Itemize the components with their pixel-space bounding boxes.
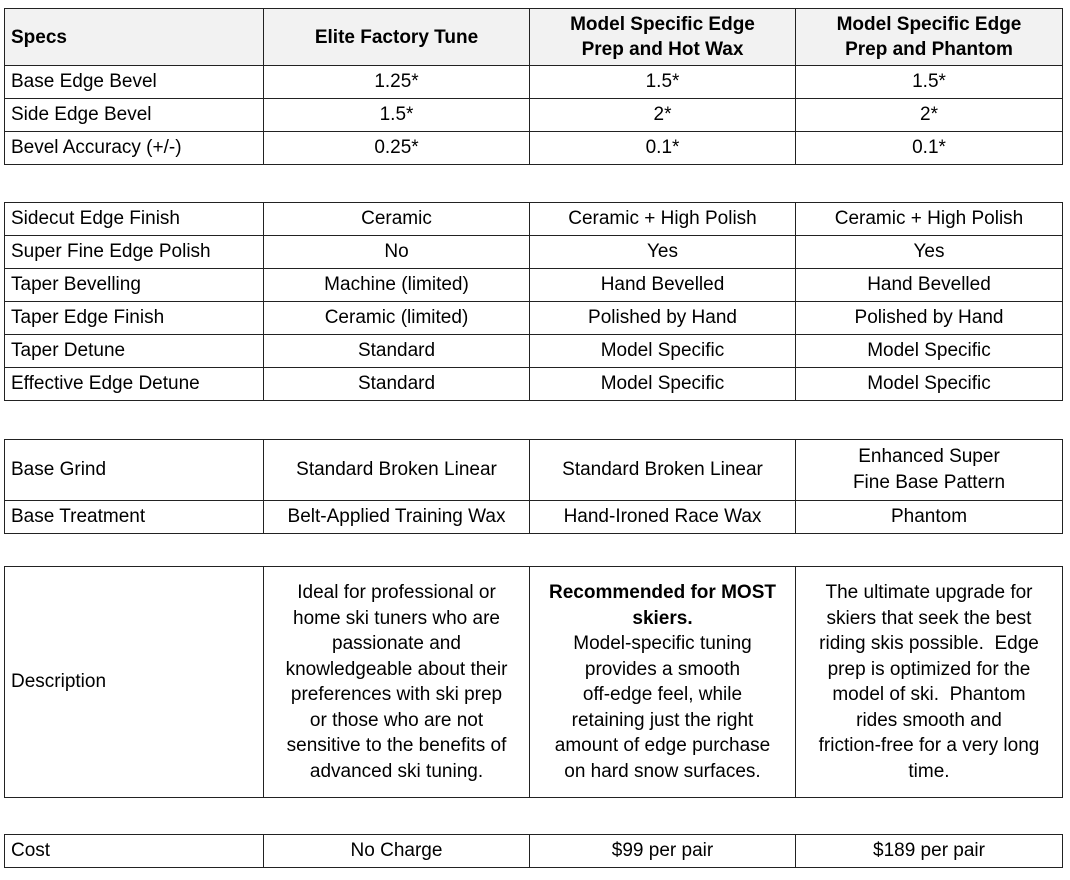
- cell-elite: Standard: [264, 335, 530, 368]
- cell-phantom: Model Specific: [796, 335, 1063, 368]
- cell-phantom-line-2: Fine Base Pattern: [852, 472, 1006, 493]
- table-row: [5, 302, 1063, 335]
- cell-hot-wax: Hand-Ironed Race Wax: [530, 501, 796, 534]
- row-label: Cost: [5, 835, 264, 868]
- description-line: or those who are not: [309, 709, 484, 731]
- recommendation-line: Recommended for MOST: [549, 582, 776, 603]
- description-elite: [264, 567, 530, 798]
- cell-hot-wax: Model Specific: [530, 368, 796, 401]
- table-row: [5, 99, 1063, 132]
- row-label: Base Grind: [5, 440, 264, 501]
- description-line: provides a smooth: [584, 658, 741, 680]
- table-row: [5, 501, 1063, 534]
- description-line: retaining just the right: [571, 709, 754, 731]
- hot-wax-header-line-1: Model Specific Edge: [570, 14, 755, 35]
- description-line: sensitive to the benefits of: [286, 735, 507, 756]
- table-row: [5, 236, 1063, 269]
- spec-table: [4, 8, 1063, 165]
- table-row: [5, 335, 1063, 368]
- cell-phantom: Polished by Hand: [796, 302, 1063, 335]
- description-line: home ski tuners who are: [293, 607, 500, 629]
- cell-phantom: 1.5*: [796, 66, 1063, 99]
- description-line: Model-specific tuning: [573, 633, 752, 654]
- cell-elite: Standard: [264, 368, 530, 401]
- table-row: [5, 368, 1063, 401]
- cell-phantom: Yes: [796, 236, 1063, 269]
- cell-phantom: 2*: [796, 99, 1063, 132]
- description-line: rides smooth and: [856, 709, 1002, 731]
- cell-elite: Belt-Applied Training Wax: [264, 501, 530, 534]
- cell-hot-wax: Hand Bevelled: [530, 269, 796, 302]
- cell-elite: Machine (limited): [264, 269, 530, 302]
- description-line: Ideal for professional or: [297, 582, 496, 603]
- table-row: [5, 66, 1063, 99]
- description-line: friction-free for a very long: [818, 735, 1040, 756]
- row-label: Taper Detune: [5, 335, 264, 368]
- phantom-header-line-2: Prep and Phantom: [845, 39, 1013, 60]
- row-label: Bevel Accuracy (+/-): [5, 132, 264, 165]
- description-phantom: [796, 567, 1063, 798]
- table-row: [5, 203, 1063, 236]
- description-line: riding skis possible. Edge: [819, 633, 1039, 654]
- cell-phantom: 0.1*: [796, 132, 1063, 165]
- specs-header: Specs: [5, 9, 264, 66]
- description-line: skiers that seek the best: [826, 607, 1032, 629]
- cell-hot-wax: Standard Broken Linear: [530, 440, 796, 501]
- cell-phantom-line-1: Enhanced Super: [858, 446, 1000, 467]
- table-row: [5, 269, 1063, 302]
- row-label: Effective Edge Detune: [5, 368, 264, 401]
- table-row: [5, 567, 1063, 798]
- row-label: Side Edge Bevel: [5, 99, 264, 132]
- row-label: Super Fine Edge Polish: [5, 236, 264, 269]
- cell-elite: 0.25*: [264, 132, 530, 165]
- spec-header-row: [5, 9, 1063, 66]
- cost-elite: No Charge: [264, 835, 530, 868]
- cell-hot-wax: 1.5*: [530, 66, 796, 99]
- description-line: advanced ski tuning.: [309, 760, 484, 782]
- description-line: time.: [908, 760, 950, 782]
- cell-elite: Ceramic: [264, 203, 530, 236]
- cell-phantom: Hand Bevelled: [796, 269, 1063, 302]
- cost-phantom: $189 per pair: [796, 835, 1063, 868]
- phantom-header-line-1: Model Specific Edge: [836, 14, 1022, 35]
- description-hot-wax: [530, 567, 796, 798]
- description-line: The ultimate upgrade for: [825, 582, 1033, 603]
- cell-elite: 1.25*: [264, 66, 530, 99]
- description-line: passionate and: [332, 633, 461, 654]
- description-line: off-edge feel, while: [582, 684, 743, 705]
- cell-hot-wax: 2*: [530, 99, 796, 132]
- cell-hot-wax: Ceramic + High Polish: [530, 203, 796, 236]
- hot-wax-header-line-2: Prep and Hot Wax: [581, 39, 744, 60]
- hot-wax-header: [530, 9, 796, 66]
- cell-hot-wax: Polished by Hand: [530, 302, 796, 335]
- cell-elite: Standard Broken Linear: [264, 440, 530, 501]
- cost-hot-wax: $99 per pair: [530, 835, 796, 868]
- cell-phantom: Ceramic + High Polish: [796, 203, 1063, 236]
- description-line: prep is optimized for the: [827, 658, 1031, 680]
- description-line: on hard snow surfaces.: [564, 760, 761, 782]
- cell-phantom: [796, 440, 1063, 501]
- cell-hot-wax: Yes: [530, 236, 796, 269]
- description-line: amount of edge purchase: [554, 735, 771, 756]
- cell-phantom: Model Specific: [796, 368, 1063, 401]
- cell-hot-wax: 0.1*: [530, 132, 796, 165]
- description-table: [4, 566, 1063, 798]
- table-row: [5, 440, 1063, 501]
- cost-table: [4, 834, 1063, 868]
- row-label: Description: [5, 567, 264, 798]
- base-table: [4, 439, 1063, 534]
- cell-elite: Ceramic (limited): [264, 302, 530, 335]
- table-row: [5, 835, 1063, 868]
- edge-table: [4, 202, 1063, 401]
- elite-factory-tune-header: Elite Factory Tune: [264, 9, 530, 66]
- cell-elite: 1.5*: [264, 99, 530, 132]
- cell-hot-wax: Model Specific: [530, 335, 796, 368]
- description-line: knowledgeable about their: [285, 658, 508, 680]
- description-line: model of ski. Phantom: [832, 684, 1026, 705]
- row-label: Taper Bevelling: [5, 269, 264, 302]
- recommendation-line: skiers.: [632, 607, 693, 629]
- row-label: Sidecut Edge Finish: [5, 203, 264, 236]
- row-label: Taper Edge Finish: [5, 302, 264, 335]
- row-label: Base Edge Bevel: [5, 66, 264, 99]
- cell-elite: No: [264, 236, 530, 269]
- phantom-header: [796, 9, 1063, 66]
- cell-phantom: Phantom: [796, 501, 1063, 534]
- table-row: [5, 132, 1063, 165]
- row-label: Base Treatment: [5, 501, 264, 534]
- description-line: preferences with ski prep: [290, 684, 503, 705]
